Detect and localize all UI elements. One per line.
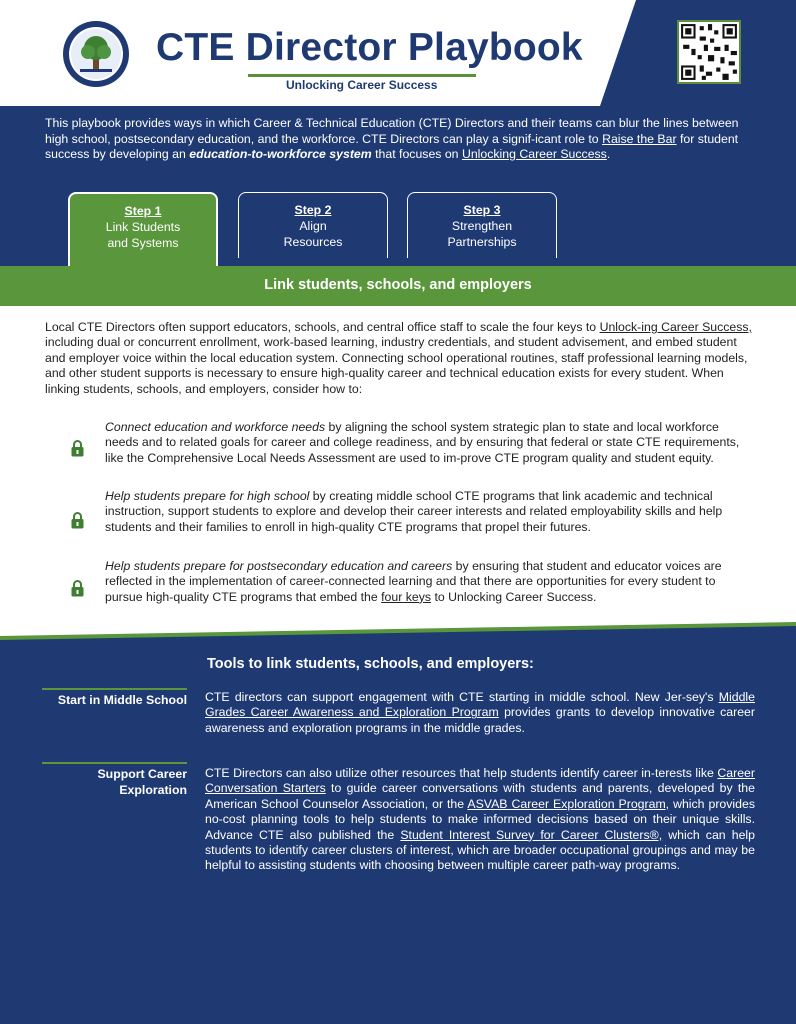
tab-step-3[interactable] [407,192,557,258]
lock-icon [71,440,84,457]
tools-title: Tools to link students, schools, and employers: [207,656,534,672]
tab-line-1: Strengthen [451,219,513,233]
middle-grades-program-link[interactable]: Middle Grades Career Awareness and Exploration Program [205,690,755,720]
intro-emphasis: education-to-workforce system [189,147,372,161]
lock-icon [71,580,84,597]
tool-text: which provides no-cost planning tools to help students to make informed decisions based on their unique skills. Advance CTE also published the [205,796,755,842]
unlocking-career-success-link-2[interactable]: Unlock-ing Career Success, [599,320,752,334]
tab-line-2: and Systems [107,236,179,250]
tool-description [205,766,755,874]
side-label-support-career-exploration: Support Career Exploration [42,762,187,798]
bullet-emphasis: Connect education and workforce needs [105,420,326,434]
list-item [105,420,755,466]
bullet-emphasis: Help students prepare for high school [105,489,310,503]
tab-line-2: Partnerships [447,235,517,249]
tool-text: CTE directors can support engagement with CTE starting in middle school. New Jer-sey's [205,690,719,704]
department-seal-icon [62,20,130,88]
tab-step-label: Step 3 [463,203,501,217]
tab-line-1: Align [299,219,327,233]
intro-text-3: that focuses on [371,147,462,161]
list-item [105,489,755,535]
bullet-text: by aligning the school system strategic plan to state and local workforce needs and to related goals for career and college readiness, and by ensuring that federal or state CTE requirements, like the Comprehensive Local Needs Assessment are used to im-prove CTE program quality and student equity. [105,420,740,465]
list-item [105,559,755,605]
tab-step-label: Step 2 [294,203,332,217]
page-header [0,0,796,106]
bullet-text: by ensuring that student and educator voices are reflected in the implementation of career-connected learning and that there are opportunities for every student to pursue high-quality CTE programs that embed the [105,559,722,604]
tab-step-1[interactable] [68,192,218,266]
body-text-1: Local CTE Directors often support educators, schools, and central office staff to scale the four keys to [45,320,600,334]
unlocking-career-success-link[interactable]: Unlocking Career Success [461,147,607,161]
career-conversation-starters-link[interactable]: Career Conversation Starters [205,766,755,796]
tab-step-label: Step 1 [124,204,162,218]
asvab-link[interactable]: ASVAB Career Exploration Program, [467,796,670,811]
bullet-text-tail: to Unlocking Career Success. [431,589,597,604]
tab-line-1: Link Students [105,220,181,234]
side-label-start-middle-school: Start in Middle School [42,688,187,709]
student-interest-survey-link[interactable]: Student Interest Survey for Career Clusters®, [400,827,663,842]
body-text-2: including dual or concurrent enrollment, work-based learning, industry credentials, and student advisement, and embed student and employer voice within the local education system. Connecting school operational routines, staff professional learning models, and other student supports is necessary to ensure high-quality career and technical education exists for every student. When linking students, schools, and employers, consider how to: [45,335,748,396]
tool-text: to guide career conversations with students and parents, developed by the American School Counselor Association, or the [205,781,755,811]
tab-line-2: Resources [283,235,343,249]
intro-text-4: . [606,147,611,161]
page-subtitle: Unlocking Career Success [286,78,438,92]
intro-paragraph [45,116,755,163]
raise-the-bar-link[interactable]: Raise the Bar [602,131,677,146]
section-title: Link students, schools, and employers [264,277,532,293]
tool-text: CTE Directors can also utilize other resources that help students identify career in-terests like [205,766,718,780]
tool-description [205,690,755,736]
lock-icon [71,512,84,529]
title-underline [248,74,476,77]
intro-text-1: This playbook provides ways in which Career & Technical Education (CTE) Directors and their teams can blur the lines between high school, postsecondary education, and the workforce. CTE Directors can play a signif-icant role to [45,116,739,146]
bullet-text: by creating middle school CTE programs that link academic and technical instruction, support students to explore and develop their career interests and related employability skills and help students and their families to enroll in high-quality CTE programs that propel their futures. [105,489,723,534]
tool-text: which can help students to identify career clusters of interest, which are broader occupational groupings and may be helpful to assisting students with choosing between multiple career path-way programs. [205,827,755,873]
tool-text: provides grants to develop innovative career awareness and exploration programs in the middle grades. [205,705,755,735]
page-title: CTE Director Playbook [156,26,583,69]
intro-text-2: for student success by developing an [45,131,739,161]
bullet-emphasis: Help students prepare for postsecondary education and careers [105,559,453,573]
four-keys-link[interactable]: four keys [381,589,432,604]
body-paragraph [45,320,755,397]
tab-step-2[interactable] [238,192,388,258]
qr-code-icon[interactable] [677,20,741,84]
